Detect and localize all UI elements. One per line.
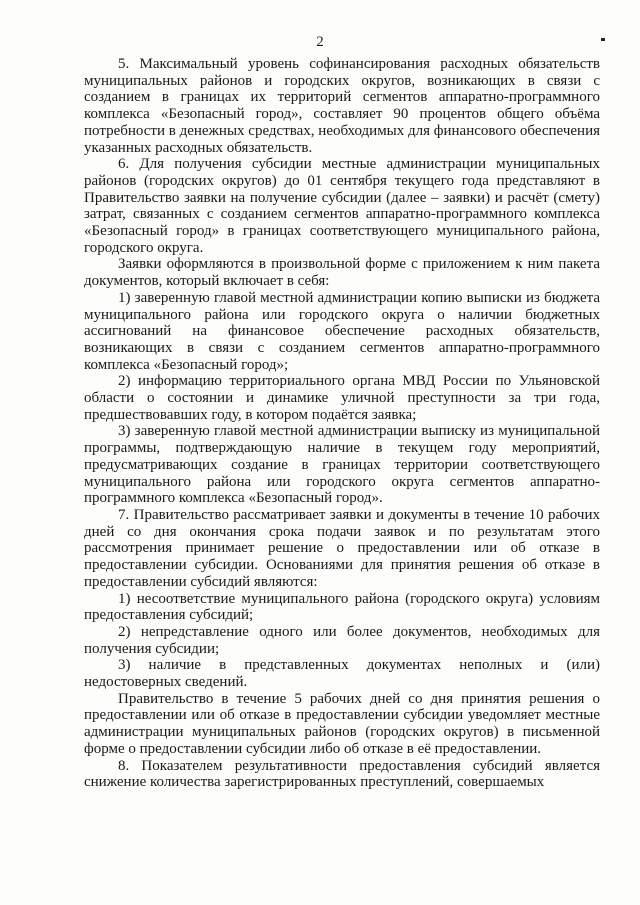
refusal-reason-3: 3) наличие в представленных документах неполных и (или) недостоверных сведений. xyxy=(84,657,600,691)
refusal-reason-1: 1) несоответствие муниципального района (городского округа) условиям предоставления субсидий; xyxy=(84,590,600,624)
list-item-2: 2) информацию территориального органа МВД России по Ульяновской области о состоянии и динамике уличной преступности за три года, предшествовавших году, в котором подаётся заявка; xyxy=(84,373,600,423)
paragraph-notification: Правительство в течение 5 рабочих дней со дня принятия решения о предоставлении или об отказе в предоставлении субсидии уведомляет местные администрации муниципальных районов (городских округов) в письменной форме о предоставлении субсидии либо об отказе в её предоставлении. xyxy=(84,690,600,757)
paragraph-5: 5. Максимальный уровень софинансирования расходных обязательств муниципальных районов и городских округов, возникающих в связи с созданием в границах их территорий сегментов аппаратно-программного комплекса «Безопасный город», составляет 90 процентов общего объёма потребности в денежных средствах, необходимых для финансового обеспечения указанных расходных обязательств. xyxy=(84,56,600,156)
page-number: 2 xyxy=(316,34,324,50)
scan-mark xyxy=(601,38,605,41)
paragraph-8: 8. Показателем результативности предоставления субсидий является снижение количества зарегистрированных преступлений, совершаемых xyxy=(84,757,600,791)
list-item-1: 1) заверенную главой местной администрации копию выписки из бюджета муниципального района или городского округа о наличии бюджетных ассигнований на финансовое обеспечение расходных обязательств, возникающих в связи с созданием сегментов аппаратно-программного комплекса «Безопасный город»; xyxy=(84,289,600,373)
paragraph-7: 7. Правительство рассматривает заявки и документы в течение 10 рабочих дней со дня окончания срока подачи заявок и по результатам этого рассмотрения принимает решение о предоставлении или об отказе в предоставлении субсидии. Основаниями для принятия решения об отказе в предоставлении субсидий являются: xyxy=(84,506,600,590)
list-item-3: 3) заверенную главой местной администрации выписку из муниципальной программы, подтверждающую наличие в текущем году мероприятий, предусматривающих создание в границах территории соответствующего муниципального района или городского округа сегментов аппаратно-программного комплекса «Безопасный город». xyxy=(84,423,600,507)
refusal-reason-2: 2) непредставление одного или более документов, необходимых для получения субсидии; xyxy=(84,623,600,657)
paragraph-6: 6. Для получения субсидии местные администрации муниципальных районов (городских округов) до 01 сентября текущего года представляют в Правительство заявки на получение субсидии (далее – заявки) и расчёт (смету) затрат, связанных с созданием сегментов аппаратно-программного комплекса «Безопасный город» в границах соответствующего муниципального района, городского округа. xyxy=(84,156,600,256)
paragraph-applications: Заявки оформляются в произвольной форме с приложением к ним пакета документов, который включает в себя: xyxy=(84,256,600,290)
document-body xyxy=(84,56,600,791)
